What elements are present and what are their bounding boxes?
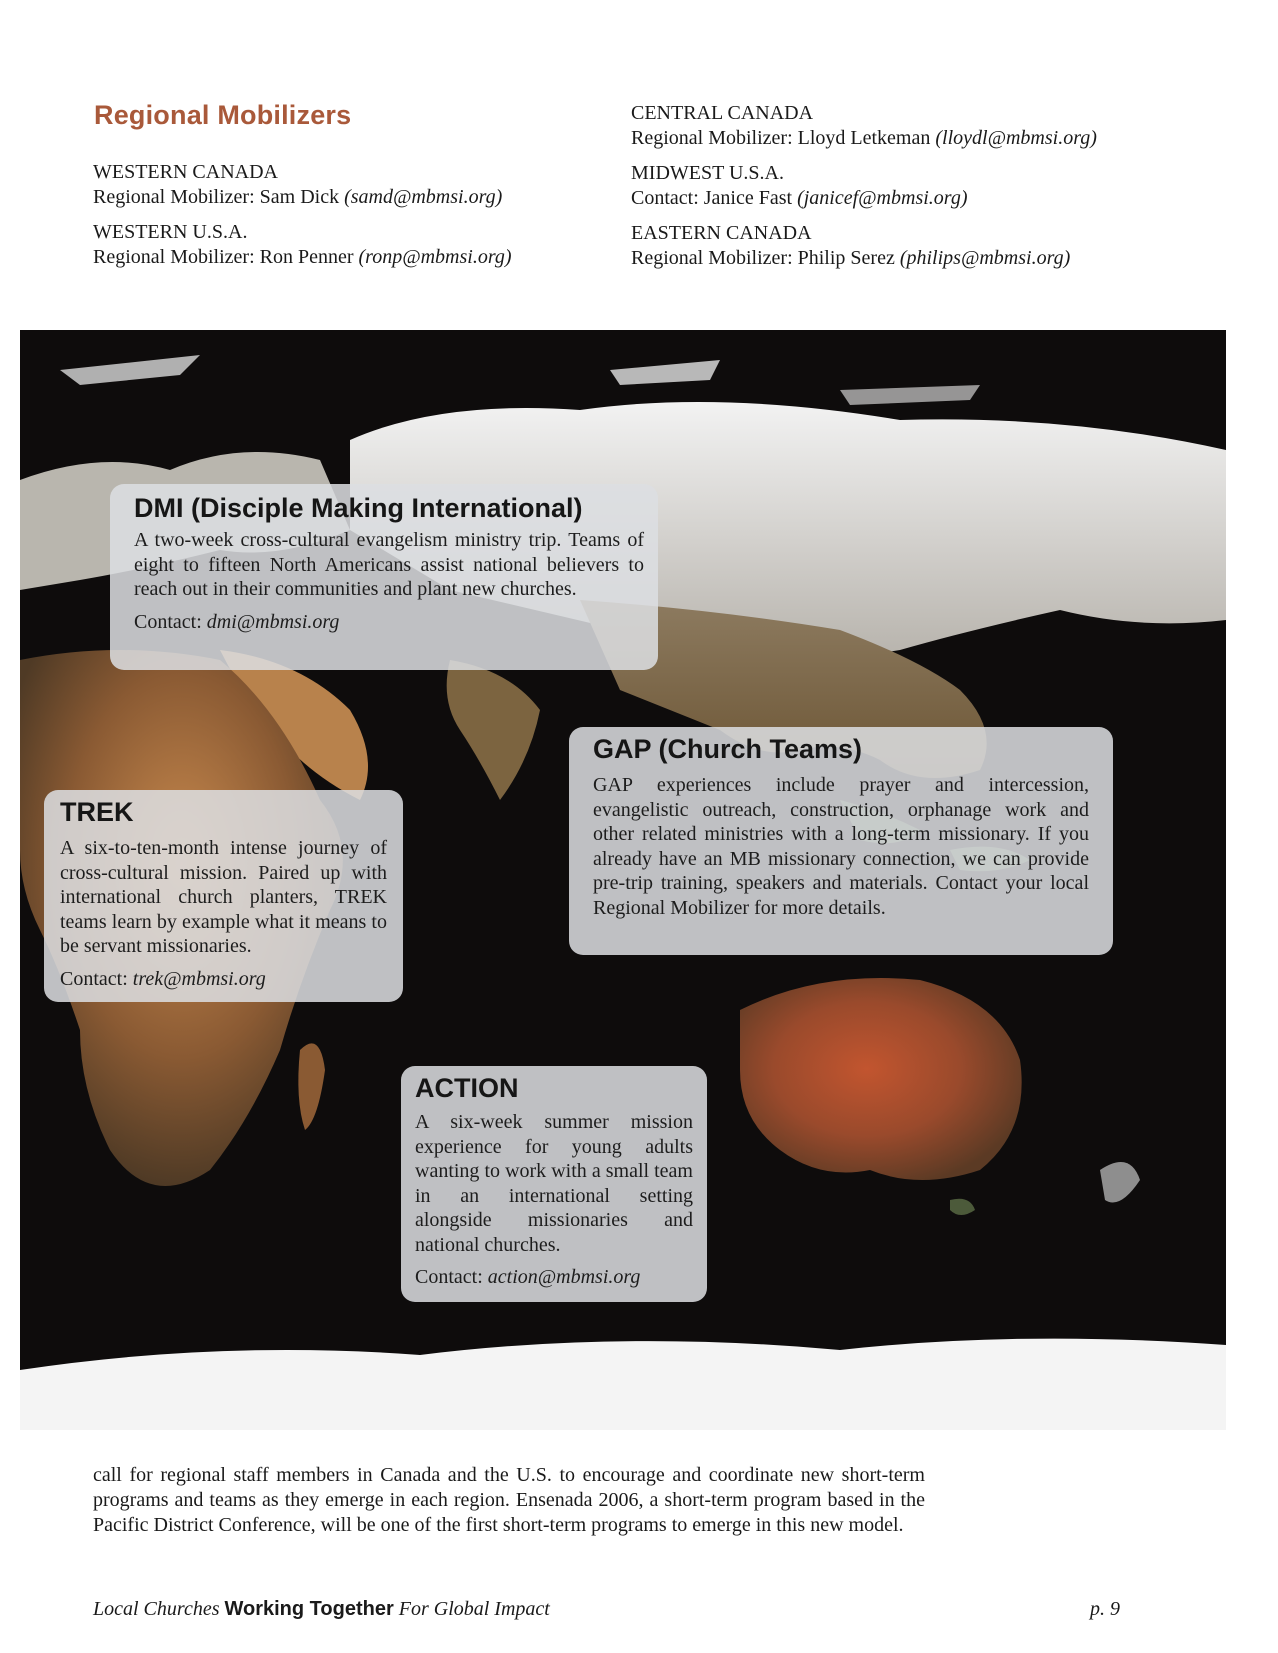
program-card-dmi [110, 484, 658, 670]
region-email: (ronp@mbmsi.org) [358, 246, 512, 268]
program-description: A six-week summer mission experience for young adults wanting to work with a small team in an international setting alongside missionaries and national churches. [415, 1111, 693, 1256]
region-contact: Regional Mobilizer: Lloyd Letkeman [631, 127, 931, 149]
region-eastern-canada [631, 221, 1070, 271]
contact-email[interactable]: action@mbmsi.org [487, 1266, 641, 1288]
region-name: EASTERN CANADA [631, 222, 812, 244]
region-name: MIDWEST U.S.A. [631, 162, 784, 184]
region-midwest-usa [631, 161, 968, 211]
program-title: ACTION [415, 1073, 519, 1103]
region-email: (janicef@mbmsi.org) [797, 187, 968, 209]
footer-suffix: For Global Impact [398, 1598, 550, 1620]
region-contact: Regional Mobilizer: Sam Dick [93, 186, 340, 208]
program-title: DMI (Disciple Making International) [134, 493, 583, 523]
program-contact [60, 967, 387, 991]
footer-bold: Working Together [224, 1598, 394, 1620]
region-name: WESTERN CANADA [93, 161, 278, 183]
contact-label: Contact: [415, 1266, 483, 1288]
contact-email[interactable]: trek@mbmsi.org [132, 967, 266, 990]
body-paragraph: call for regional staff members in Canada and the U.S. to encourage and coordinate new short-term programs and teams as they emerge in each region. Ensenada 2006, a short-term program based in the Pacific District Conference, will be one of the first short-term programs to emerge in this new model. [93, 1464, 925, 1536]
program-title: GAP (Church Teams) [593, 734, 863, 764]
region-name: CENTRAL CANADA [631, 102, 814, 124]
region-contact: Regional Mobilizer: Ron Penner [93, 246, 354, 268]
contact-email[interactable]: dmi@mbmsi.org [206, 610, 340, 633]
contact-label: Contact: [60, 967, 128, 990]
region-contact: Contact: Janice Fast [631, 187, 793, 209]
contact-label: Contact: [134, 610, 202, 633]
region-western-canada [93, 160, 502, 210]
program-title: TREK [60, 797, 134, 827]
program-contact [415, 1265, 693, 1289]
region-central-canada [631, 101, 1097, 151]
region-contact: Regional Mobilizer: Philip Serez [631, 247, 895, 269]
section-heading: Regional Mobilizers [94, 100, 352, 130]
program-contact [134, 610, 644, 634]
program-description: GAP experiences include prayer and intercession, evangelistic outreach, construction, orphanage work and other related ministries with a long-term missionary. If you already have an MB missionary connection, we can provide pre-trip training, speakers and materials. Contact your local Regional Mobilizer for more details. [593, 774, 1089, 919]
region-western-usa [93, 220, 512, 270]
program-card-trek [44, 790, 403, 1002]
program-description: A six-to-ten-month intense journey of cross-cultural mission. Paired up with international church planters, TREK teams learn by example what it means to be servant missionaries. [60, 837, 387, 957]
region-email: (lloydl@mbmsi.org) [935, 127, 1097, 149]
region-name: WESTERN U.S.A. [93, 221, 248, 243]
footer-tagline [93, 1598, 550, 1621]
region-email: (samd@mbmsi.org) [344, 186, 503, 208]
program-card-action [401, 1066, 707, 1302]
page-number: p. 9 [1090, 1598, 1120, 1620]
region-email: (philips@mbmsi.org) [899, 247, 1071, 269]
footer-prefix: Local Churches [93, 1598, 220, 1620]
program-card-gap [569, 727, 1113, 955]
program-description: A two-week cross-cultural evangelism ministry trip. Teams of eight to fifteen North Americans assist national believers to reach out in their communities and plant new churches. [134, 529, 644, 600]
